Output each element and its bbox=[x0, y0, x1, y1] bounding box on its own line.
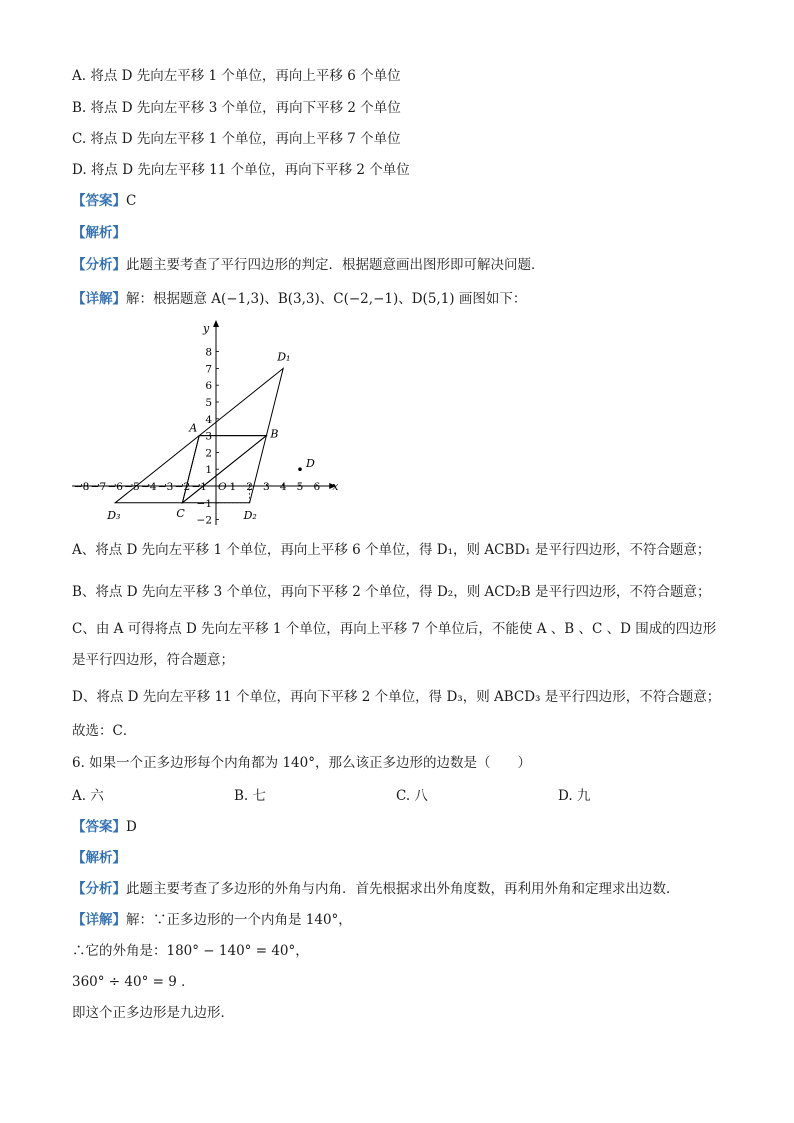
q5-analysis-tag bbox=[72, 224, 126, 242]
q6-analysis-tag bbox=[72, 849, 126, 867]
answer-tag: 【答案】 bbox=[72, 193, 126, 209]
q5-explain-a: A、将点 D 先向左平移 1 个单位，再向上平移 6 个单位，得 D₁，则 ACBD₁ 是平行四边形，不符合题意； bbox=[72, 542, 711, 558]
x-tick-label: 1 bbox=[229, 481, 237, 493]
q6-answer bbox=[72, 818, 137, 836]
x-tick-label: 2 bbox=[246, 481, 253, 493]
x-tick-label: −4 bbox=[141, 481, 157, 493]
q6-option-a: A. 六 bbox=[72, 788, 104, 804]
q6-fenxi bbox=[72, 880, 680, 898]
q6-options bbox=[72, 787, 590, 805]
y-tick-label: 1 bbox=[205, 464, 212, 477]
point-label-d: D bbox=[306, 457, 315, 471]
x-tick-label: 5 bbox=[296, 481, 304, 493]
q6-option-d: D. 九 bbox=[558, 788, 591, 804]
y-tick-label: 3 bbox=[205, 430, 212, 443]
x-tick-label: −3 bbox=[157, 481, 174, 493]
q6-option-c: C. 八 bbox=[396, 788, 428, 804]
q5-explain-d: D、将点 D 先向左平移 11 个单位，再向下平移 2 个单位，得 D₃，则 ABCD₃ 是平行四边形，不符合题意； bbox=[72, 689, 721, 705]
q6-detail bbox=[72, 911, 352, 929]
origin-label: O bbox=[218, 481, 227, 493]
q6-step-1: ∴它的外角是：180° − 140° = 40°， bbox=[72, 943, 309, 959]
fenxi-text: 此题主要考查了平行四边形的判定．根据题意画出图形即可解决问题． bbox=[126, 257, 545, 273]
q5-answer bbox=[72, 192, 136, 210]
y-tick-label: 8 bbox=[205, 346, 212, 359]
x-tick-label: 6 bbox=[313, 481, 321, 493]
x-tick-label: −2 bbox=[174, 481, 191, 493]
detail-text: 解：∵正多边形的一个内角是 140°， bbox=[126, 912, 352, 928]
q6-step-2: 360° ÷ 40° = 9 ． bbox=[72, 974, 195, 990]
q5-option-d: D. 将点 D 先向左平移 11 个单位，再向下平移 2 个单位 bbox=[72, 162, 410, 178]
x-tick-label: −8 bbox=[73, 481, 90, 493]
y-tick-label: 7 bbox=[205, 363, 212, 376]
analysis-tag: 【解析】 bbox=[72, 850, 126, 866]
q6-step-3: 即这个正多边形是九边形． bbox=[72, 1005, 234, 1021]
q6-question: 6. 如果一个正多边形每个内角都为 140°，那么该正多边形的边数是（ ） bbox=[72, 755, 531, 771]
y-axis-label: y bbox=[203, 322, 210, 335]
q5-explain-b: B、将点 D 先向左平移 3 个单位，再向下平移 2 个单位，得 D₂，则 ACD₂B 是平行四边形，不符合题意； bbox=[72, 584, 711, 600]
y-tick-label: 6 bbox=[205, 380, 212, 393]
q5-option-a: A. 将点 D 先向左平移 1 个单位，再向上平移 6 个单位 bbox=[72, 68, 401, 84]
q5-explain-c-line2: 是平行四边形，符合题意； bbox=[72, 652, 234, 668]
y-tick-label: 5 bbox=[205, 397, 212, 409]
q5-conclusion: 故选：C． bbox=[72, 723, 137, 739]
point-label-d1: D₁ bbox=[277, 350, 291, 364]
q5-detail bbox=[72, 290, 526, 308]
y-tick-label: 4 bbox=[205, 413, 212, 426]
answer-value: D bbox=[126, 819, 137, 835]
fenxi-text: 此题主要考查了多边形的外角与内角．首先根据求出外角度数，再利用外角和定理求出边数． bbox=[126, 881, 680, 897]
point-label-d2: D₂ bbox=[243, 508, 257, 522]
y-tick-label: −2 bbox=[196, 514, 212, 525]
point-label-b: B bbox=[270, 427, 279, 441]
tick-labels bbox=[74, 347, 321, 525]
x-tick-label: −1 bbox=[191, 481, 207, 493]
detail-text: 解：根据题意 A(−1,3)、B(3,3)、C(−2,−1)、D(5,1) 画图如下： bbox=[126, 291, 527, 307]
point-label-c: C bbox=[176, 506, 185, 520]
detail-tag: 【详解】 bbox=[72, 912, 126, 928]
q5-fenxi bbox=[72, 256, 545, 274]
coordinate-figure bbox=[68, 320, 348, 525]
x-tick-label: −6 bbox=[107, 481, 123, 493]
x-axis-label: x bbox=[332, 480, 339, 493]
q6-option-b: B. 七 bbox=[234, 788, 267, 804]
y-tick-label: 2 bbox=[205, 447, 212, 460]
q5-option-b: B. 将点 D 先向左平移 3 个单位，再向下平移 2 个单位 bbox=[72, 100, 401, 116]
y-axis-arrow bbox=[213, 320, 219, 327]
analysis-tag: 【解析】 bbox=[72, 225, 126, 241]
point-d-dot bbox=[298, 467, 302, 471]
x-tick-label: 4 bbox=[279, 481, 287, 493]
q5-explain-c-line1: C、由 A 可得将点 D 先向左平移 1 个单位，再向上平移 7 个单位后，不能使 A 、B 、C 、D 围成的四边形 bbox=[72, 621, 717, 637]
x-tick-label: 3 bbox=[263, 481, 270, 493]
x-tick-label: −7 bbox=[90, 481, 107, 493]
point-label-d3: D₃ bbox=[107, 508, 121, 522]
x-tick-label: −5 bbox=[124, 481, 140, 493]
fenxi-tag: 【分析】 bbox=[72, 881, 126, 897]
answer-value: C bbox=[126, 193, 137, 209]
q5-option-c: C. 将点 D 先向左平移 1 个单位，再向上平移 7 个单位 bbox=[72, 131, 401, 147]
y-tick-label: −1 bbox=[196, 497, 212, 510]
fenxi-tag: 【分析】 bbox=[72, 257, 126, 273]
point-label-a: A bbox=[189, 421, 198, 435]
answer-tag: 【答案】 bbox=[72, 819, 126, 835]
detail-tag: 【详解】 bbox=[72, 291, 126, 307]
